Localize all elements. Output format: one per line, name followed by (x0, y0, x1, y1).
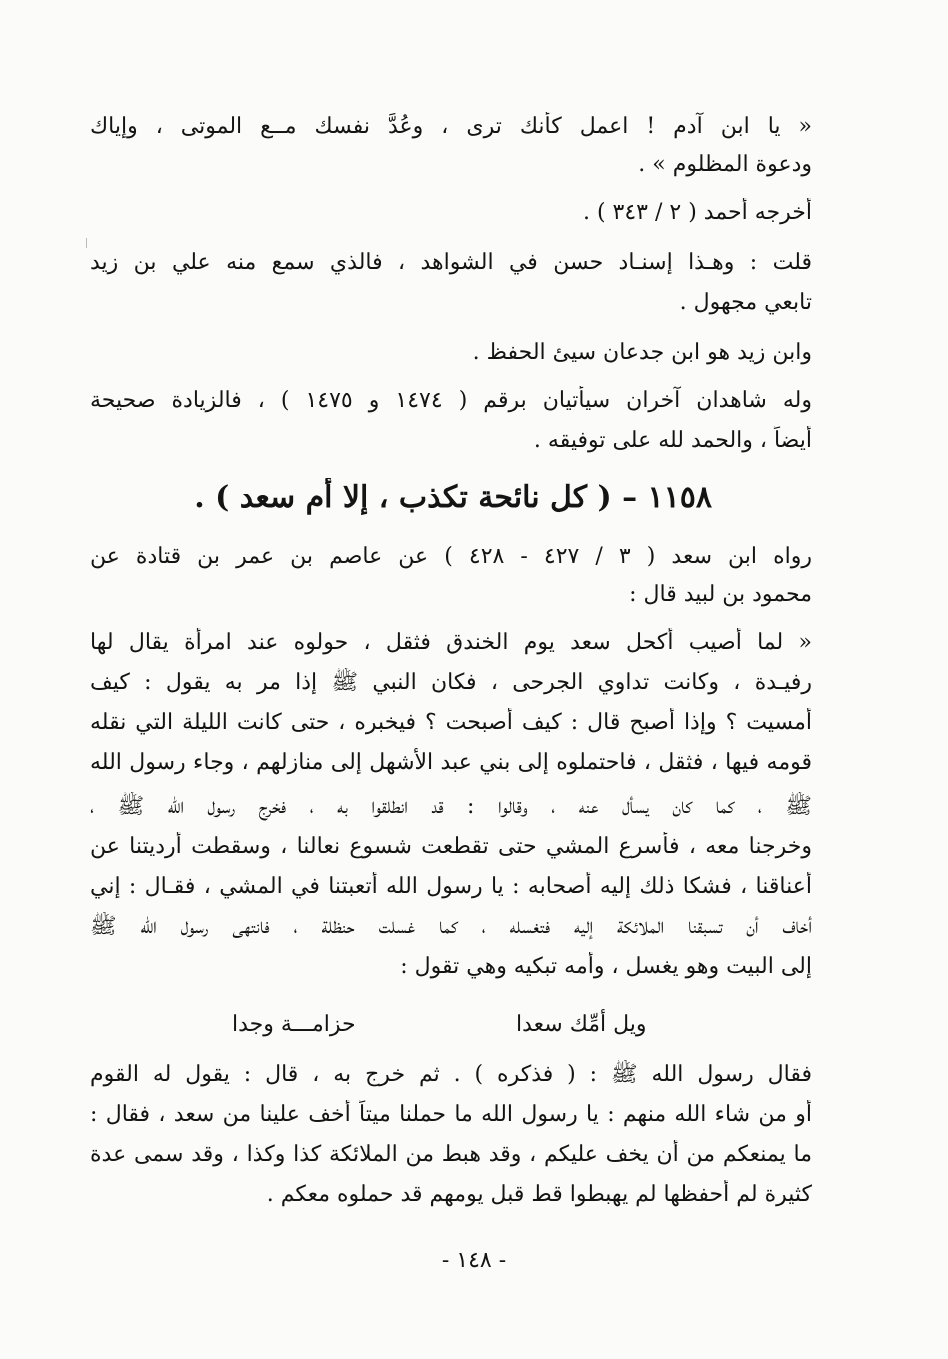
text-line: أمسيت ؟ وإذا أصبح قال : كيف أصبحت ؟ فيخبره ، حتى كانت الليلة التي نقله (90, 710, 812, 735)
text-line: كثيرة لم أحفظها لم يهبطوا قط قبل يومهم قد حملوه معكم . (266, 1182, 812, 1207)
text-line: « يا ابن آدم ! اعمل كأنك ترى ، وعُدَّ نفسك مــع الموتى ، وإياك (90, 114, 812, 139)
hadith-heading: ١١٥٨ – ( كل نائحة تكذب ، إلا أم سعد ) . (194, 480, 712, 515)
verse-hemistich-second: حزامـــة وجدا (232, 1012, 356, 1037)
text-line: إلى البيت وهو يغسل ، وأمه تبكيه وهي تقول : (400, 954, 812, 979)
text-line: تابعي مجهول . (679, 290, 812, 315)
text-line: أعناقنا ، فشكا ذلك إليه أصحابه : يا رسول الله أتعبتنا في المشي ، فقـال : إني (90, 874, 812, 899)
page-number: - ١٤٨ - (441, 1248, 507, 1273)
text-line: رفيـدة ، وكانت تداوي الجرحى ، فكان النبي ﷺ إذا مر به يقول : كيف (90, 670, 812, 695)
text-line: أو من شاء الله منهم : يا رسول الله ما حملنا ميتاً أخف علينا من سعد ، فقال : (90, 1102, 812, 1127)
verse-hemistich-first: ويل أمِّك سعدا (516, 1012, 647, 1037)
text-line: أخاف أن تسبقنا الملائكة إليه فتغسله ، كما غسلت حنظلة ، فانتهى رسول الله ﷺ (90, 914, 812, 939)
text-line: وخرجنا معه ، فأسرع المشي حتى تقطعت شسوع نعالنا ، وسقطت أرديتنا عن (90, 834, 812, 859)
text-line: « لما أصيب أكحل سعد يوم الخندق فثقل ، حولوه عند امرأة يقال لها (90, 630, 812, 655)
text-line: رواه ابن سعد ( ٣ / ٤٢٧ - ٤٢٨ ) عن عاصم بن عمر بن قتادة عن (90, 544, 812, 569)
text-line: محمود بن لبيد قال : (629, 582, 812, 607)
text-line: قلت : وهـذا إسنـاد حسن في الشواهد ، فالذي سمع منه علي بن زيد (90, 250, 812, 275)
text-line: ما يمنعكم من أن يخف عليكم ، وقد هبط من الملائكة كذا وكذا ، وقد سمى عدة (90, 1142, 812, 1167)
text-line: أخرجه أحمد ( ٢ / ٣٤٣ ) . (582, 200, 812, 225)
text-line: ﷺ ، كما كان يسأل عنه ، وقالوا : قد انطلقوا به ، فخرج رسول الله ﷺ ، (90, 794, 812, 819)
text-line: وابن زيد هو ابن جدعان سيئ الحفظ . (472, 340, 812, 365)
text-line: قومه فيها ، فثقل ، فاحتملوه إلى بني عبد الأشهل إلى منازلهم ، وجاء رسول الله (90, 750, 812, 775)
text-line: أيضاً ، والحمد لله على توفيقه . (533, 428, 812, 453)
text-line: فقال رسول الله ﷺ : ( فذكره ) . ثم خرج به ، قال : يقول له القوم (90, 1062, 812, 1087)
text-line: ودعوة المظلوم » . (638, 152, 812, 177)
margin-mark (86, 238, 87, 248)
text-line: وله شاهدان آخران سيأتيان برقم ( ١٤٧٤ و ١٤٧٥ ) ، فالزيادة صحيحة (90, 388, 812, 413)
